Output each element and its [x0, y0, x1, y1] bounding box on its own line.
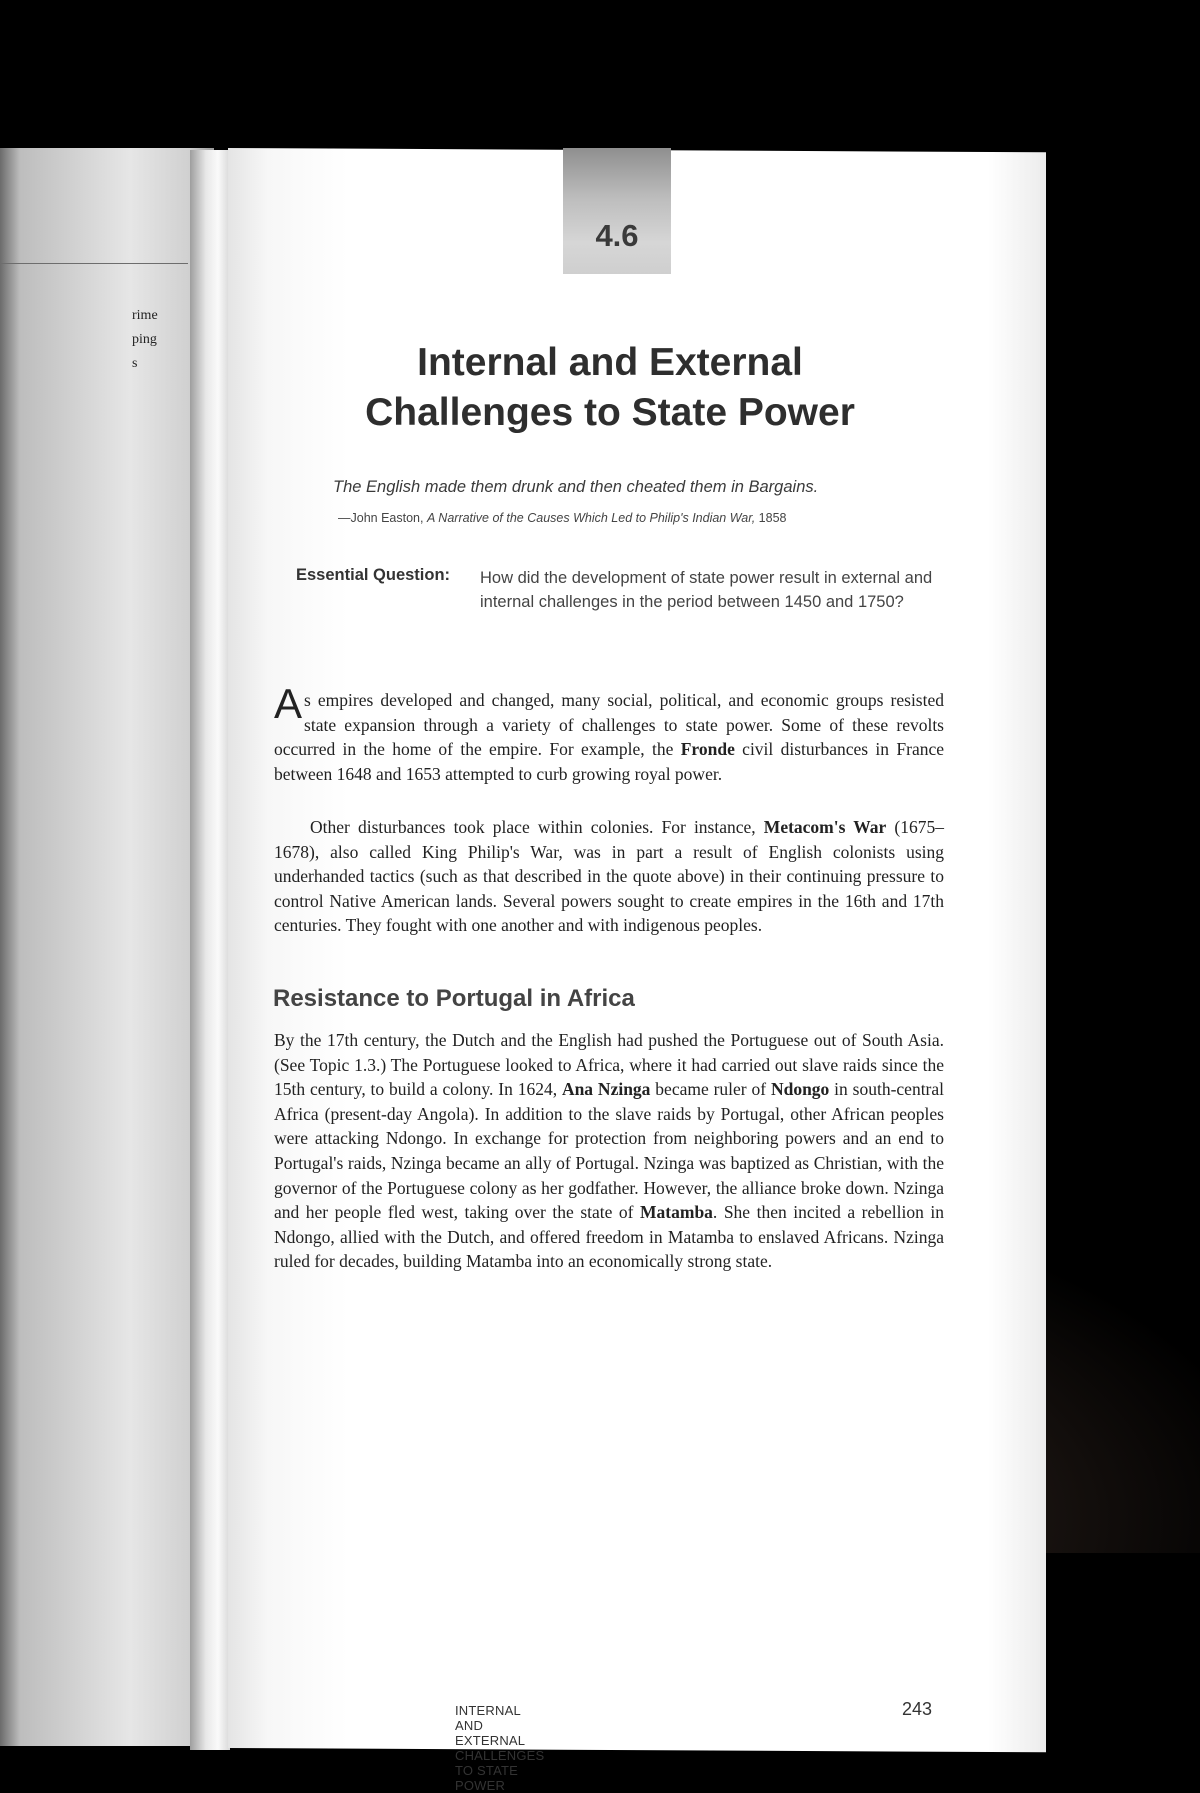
key-term: Metacom's War	[763, 817, 887, 837]
paragraph-3	[274, 1028, 944, 1274]
topic-tab	[563, 148, 671, 274]
essential-question-label: Essential Question:	[296, 566, 451, 584]
key-term: Fronde	[680, 739, 735, 760]
key-term: Ana Nzinga	[561, 1079, 651, 1100]
left-page-edge	[0, 148, 214, 1746]
left-page-fragment: s	[132, 356, 138, 371]
paragraph-2	[274, 815, 944, 938]
book-spine	[190, 150, 230, 1750]
left-page-rule	[0, 263, 188, 264]
essential-question-text: How did the development of state power result in external and internal challenges in the period between 1450 and 1750?	[480, 569, 933, 611]
paragraph-text: s empires developed and changed, many social, political, and economic groups resisted state expansion through a variety of challenges to state power. Some of these revolts occurred in the home of the empire. For example, the	[274, 690, 944, 760]
key-term: Ndongo	[770, 1079, 830, 1100]
title-line: Challenges to State Power	[365, 391, 855, 434]
left-page-fragment: ping	[132, 332, 157, 347]
drop-cap: A	[274, 680, 303, 727]
paragraph-1	[274, 680, 944, 786]
epigraph-attribution	[338, 511, 958, 525]
running-head: INTERNAL AND EXTERNAL CHALLENGES TO STATE POWER	[455, 1703, 545, 1793]
section-heading: Resistance to Portugal in Africa	[273, 985, 635, 1012]
paragraph-text: civil disturbances in France between 1648 and 1653 attempted to curb growing royal power.	[274, 739, 944, 784]
page-number: 243	[902, 1699, 933, 1719]
paragraph-text: . She then incited a rebellion in Ndongo, allied with the Dutch, and offered freedom in Matamba to enslaved Africans. Nzinga ruled for decades, building Matamba into an economically strong state.	[274, 1202, 945, 1272]
page-title	[280, 338, 940, 438]
paragraph-text: By the 17th century, the Dutch and the English had pushed the Portuguese out of South Asia. (See Topic 1.3.) The Portuguese looked to Africa, where it had carried out slave raids since the 15th century, to build a colony. In 1624,	[274, 1030, 944, 1100]
epigraph-quote: The English made them drunk and then cheated them in Bargains.	[333, 478, 819, 496]
paragraph-text: in south-central Africa (present-day Angola). In addition to the slave raids by Portugal, other African peoples were attacking Ndongo. In exchange for protection from neighboring powers and an end to Portugal's raids, Nzinga became an ally of Portugal. Nzinga was baptized as Christian, with the governor of the Portuguese colony as her godfather. However, the alliance broke down. Nzinga and her people fled west, taking over the state of	[274, 1079, 945, 1223]
attribution-author: —John Easton,	[338, 511, 427, 525]
paragraph-text: became ruler of	[650, 1079, 771, 1100]
attribution-work: A Narrative of the Causes Which Led to Philip's Indian War,	[426, 511, 756, 525]
title-line: Internal and External	[417, 341, 803, 384]
left-page-fragment: rime	[132, 308, 158, 323]
key-term: Matamba	[640, 1202, 713, 1223]
topic-number: 4.6	[595, 218, 639, 253]
paragraph-text: (1675–1678), also called King Philip's War, was in part a result of English colonists using underhanded tactics (such as that described in the quote above) in their continuing pressure to control Native American lands. Several powers sought to create empires in the 16th and 17th centuries. They fought with one another and with indigenous peoples.	[274, 817, 944, 936]
attribution-year: 1858	[755, 511, 787, 525]
paragraph-text: Other disturbances took place within colonies. For instance,	[310, 817, 764, 837]
